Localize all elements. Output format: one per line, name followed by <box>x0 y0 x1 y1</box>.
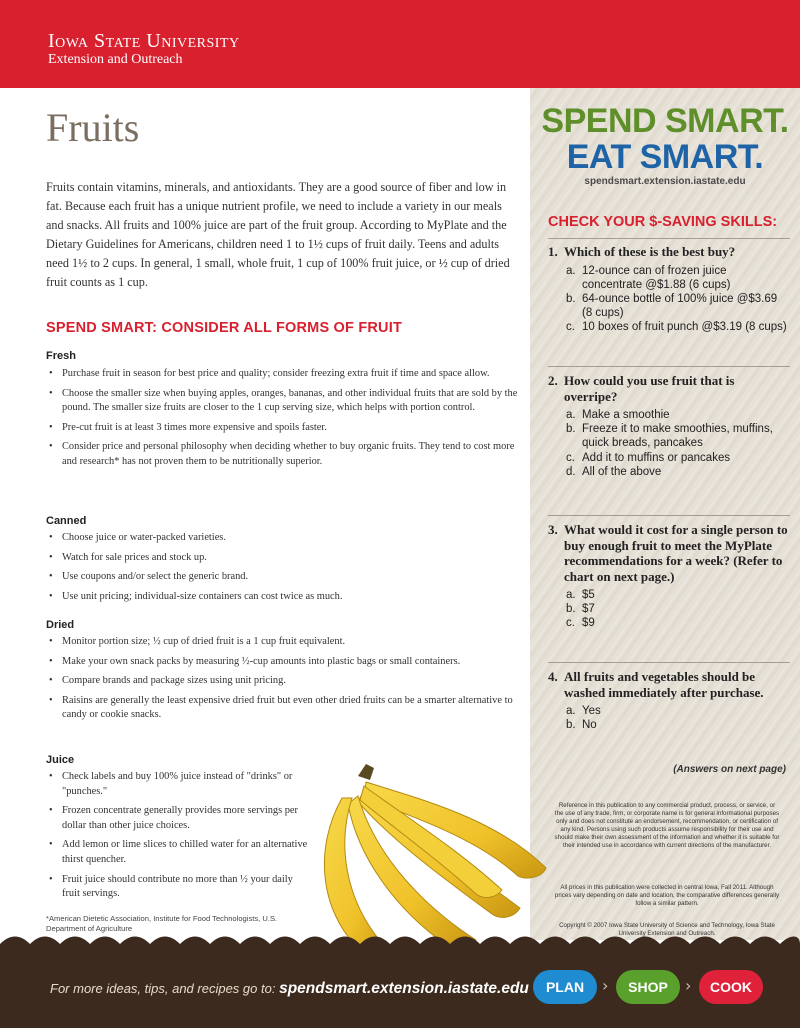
quiz-option: c. 10 boxes of fruit punch @$3.19 (8 cups) <box>566 321 787 334</box>
list-item: • Choose the smaller size when buying apples, oranges, bananas, and other individual fruits that are sold by the pound. The smaller size fruits are closer to the 1 cup serving size, which helps with portion control. <box>48 387 518 416</box>
university-subtitle: Extension and Outreach <box>48 52 183 67</box>
dried-list <box>48 635 518 728</box>
quiz-title: CHECK YOUR $-SAVING SKILLS: <box>548 214 778 230</box>
disclaimer-text: Reference in this publication to any commercial product, process, or service, or the use of any trade, firm, or corporate name is for general informational purposes only and does not constitute an endorsement, recommendation, or certification of any kind. Persons using such products assume responsibility for their use and should make their own assessment of the information and whether it is suitable for their intended use in accordance with current directions of the manufacturer. <box>554 802 780 849</box>
question-number: 2. <box>548 373 558 388</box>
juice-list <box>48 770 310 907</box>
canned-list <box>48 531 518 609</box>
divider <box>548 238 790 239</box>
brand-url: spendsmart.extension.iastate.edu <box>584 176 746 187</box>
quiz-option: a. 12-ounce can of frozen juice concentrate @$1.88 (6 cups) <box>566 264 731 291</box>
question-number: 3. <box>548 522 558 537</box>
list-item: • Pre-cut fruit is at least 3 times more expensive and spoils faster. <box>48 421 518 436</box>
option-list <box>548 588 788 631</box>
list-item: • Use coupons and/or select the generic brand. <box>48 570 518 585</box>
list-item: • Frozen concentrate generally provides more servings per dollar than other juice choices. <box>48 804 310 833</box>
list-item: • Make your own snack packs by measuring ½-cup amounts into plastic bags or small containers. <box>48 655 518 670</box>
brand-line-2: EAT SMART. <box>566 138 764 176</box>
option-list <box>548 704 788 732</box>
footer-bar <box>0 948 800 1028</box>
footnote: *American Dietetic Association, Institute for Food Technologists, U.S. Department of Agriculture <box>46 914 278 933</box>
quiz-option: b. $7 <box>566 603 595 616</box>
page-title: Fruits <box>46 105 140 150</box>
group-label-juice: Juice <box>46 754 75 766</box>
question-text: How could you use fruit that is overripe? <box>564 373 735 404</box>
list-item: • Monitor portion size; ½ cup of dried fruit is a 1 cup fruit equivalent. <box>48 635 518 650</box>
quiz-question-1 <box>548 244 788 335</box>
section-title: SPEND SMART: CONSIDER ALL FORMS OF FRUIT <box>46 320 402 336</box>
quiz-option: b. No <box>566 719 597 732</box>
question-text: What would it cost for a single person to buy enough fruit to meet the MyPlate recommendations for a week? (Refer to chart on next page.) <box>564 522 788 584</box>
divider <box>548 366 790 367</box>
quiz-question-3 <box>548 522 788 631</box>
list-item: • Raisins are generally the least expensive dried fruit but even other dried fruits can be a smarter alternative to candy or cookie snacks. <box>48 694 518 723</box>
fresh-list <box>48 367 518 475</box>
footer-lead-text: For more ideas, tips, and recipes go to: <box>50 981 276 996</box>
group-label-fresh: Fresh <box>46 350 76 362</box>
quiz-option: c. Add it to muffins or pancakes <box>566 451 731 464</box>
list-item: • Fruit juice should contribute no more than ½ your daily fruit servings. <box>48 873 310 902</box>
quiz-option: a. Yes <box>566 705 601 717</box>
group-label-dried: Dried <box>46 619 75 631</box>
list-item: • Choose juice or water-packed varieties. <box>48 531 518 546</box>
list-item: • Purchase fruit in season for best price and quality; consider freezing extra fruit if time and space allow. <box>48 367 518 382</box>
sidebar-panel <box>530 88 800 940</box>
group-label-canned: Canned <box>46 515 87 527</box>
divider <box>548 515 790 516</box>
question-text: All fruits and vegetables should be washed immediately after purchase. <box>564 669 764 700</box>
quiz-option: b. 64-ounce bottle of 100% juice @$3.69 (8 cups) <box>566 292 778 320</box>
quiz-option: a. Make a smoothie <box>566 409 670 421</box>
copyright-text: Copyright © 2007 Iowa State University of Science and Technology, Iowa State University Extension and Outreach. <box>559 922 775 937</box>
intro-paragraph: Fruits contain vitamins, minerals, and antioxidants. They are a good source of fiber and low in fat. Because each fruit has a unique nutrient profile, we need to include a variety in our meals and snacks. All fruits and 100% juice are part of the fruit group. According to MyPlate and the Dietary Guidelines for Americans, children need 1 to 1½ cups of fruit daily. Teens and adults need 1½ to 2 cups. In general, 1 small, whole fruit, 1 cup of 100% fruit juice, or ½ cup of dried fruit counts as 1 cup. <box>46 180 510 289</box>
option-list <box>548 408 788 479</box>
quiz-question-4 <box>548 669 788 732</box>
question-number: 4. <box>548 669 558 684</box>
list-item: • Compare brands and package sizes using unit pricing. <box>48 674 518 689</box>
quiz-option: c. $9 <box>566 617 595 630</box>
cook-button[interactable]: COOK <box>699 970 763 1004</box>
divider <box>548 662 790 663</box>
chevron-right-icon: › <box>685 976 692 995</box>
header-bar <box>0 0 800 88</box>
plan-button[interactable]: PLAN <box>533 970 597 1004</box>
list-item: • Consider price and personal philosophy when deciding whether to buy organic fruits. They tend to cost more and research* has not proven them to be nutritionally superior. <box>48 440 518 469</box>
list-item: • Add lemon or lime slices to chilled water for an alternative thirst quencher. <box>48 838 310 867</box>
banana-image <box>306 758 556 958</box>
price-note-text: All prices in this publication were collected in central Iowa, Fall 2011. Although prices vary depending on date and location, the comparative differences generally follow a similar pattern. <box>554 884 780 907</box>
chevron-right-icon: › <box>602 976 609 995</box>
footer-text <box>50 980 529 998</box>
list-item: • Watch for sale prices and stock up. <box>48 551 518 566</box>
shop-button[interactable]: SHOP <box>616 970 680 1004</box>
list-item: • Check labels and buy 100% juice instead of "drinks" or "punches." <box>48 770 310 799</box>
brand-line-1: SPEND SMART. <box>541 102 789 140</box>
option-list <box>548 264 788 335</box>
question-number: 1. <box>548 244 558 259</box>
quiz-option: a. $5 <box>566 589 595 601</box>
quiz-option: d. All of the above <box>566 465 662 478</box>
question-text: Which of these is the best buy? <box>564 244 736 259</box>
answers-note: (Answers on next page) <box>673 764 786 775</box>
university-name: Iowa State University <box>48 30 240 52</box>
quiz-option: b. Freeze it to make smoothies, muffins, quick breads, pancakes <box>566 423 773 450</box>
list-item: • Use unit pricing; individual-size containers can cost twice as much. <box>48 590 518 605</box>
footer-wave <box>0 930 800 950</box>
footer-url-link[interactable]: spendsmart.extension.iastate.edu <box>279 980 529 997</box>
quiz-question-2 <box>548 373 788 479</box>
